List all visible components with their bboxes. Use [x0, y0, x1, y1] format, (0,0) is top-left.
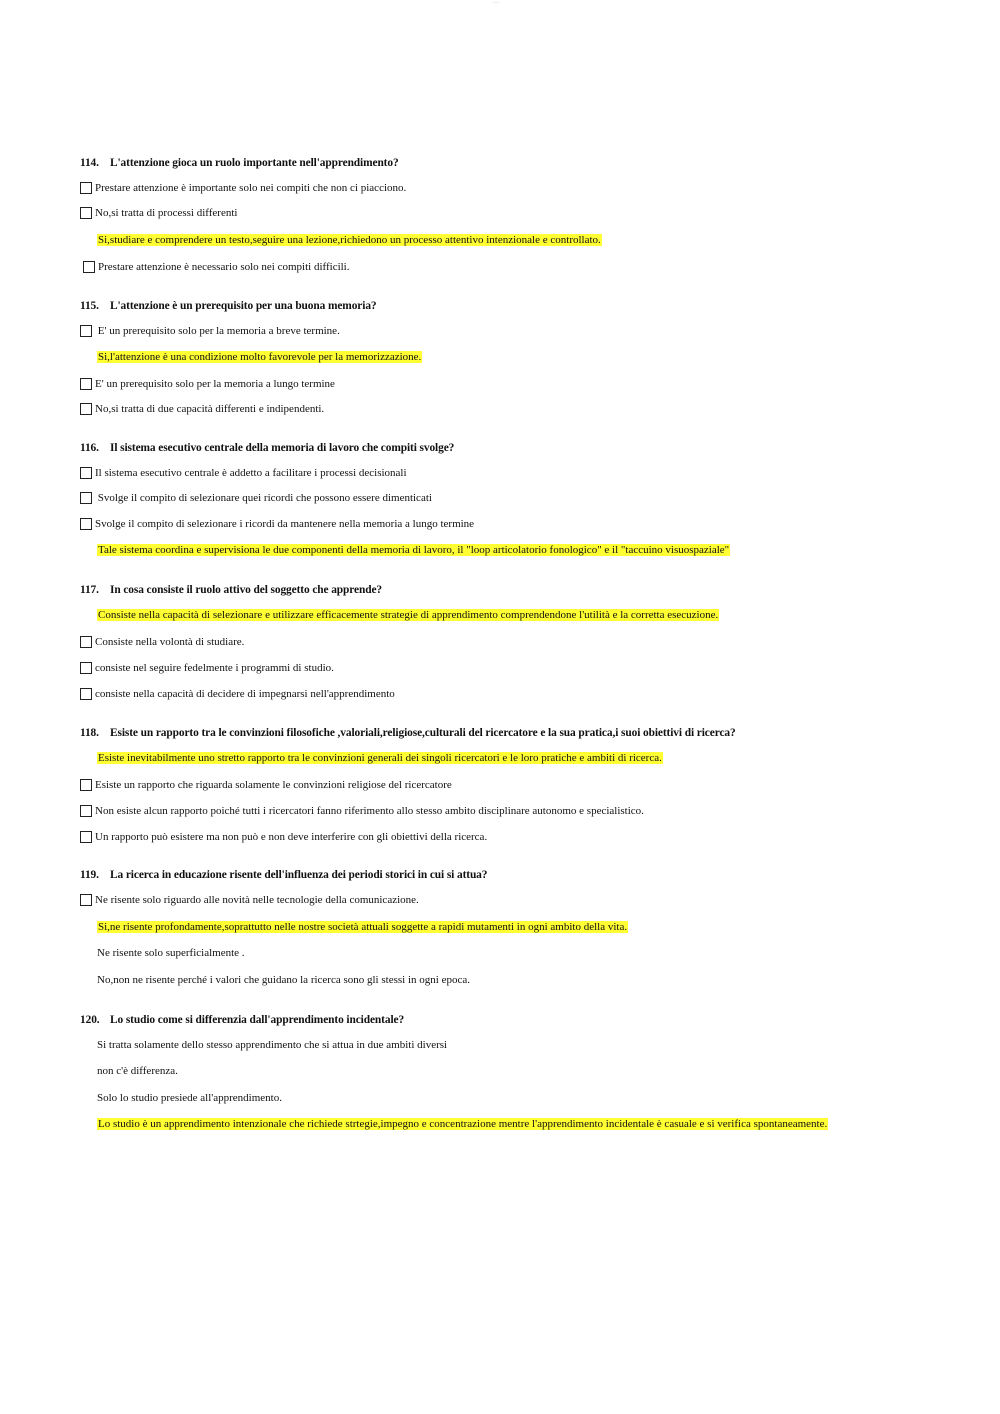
question-number: 120. [80, 1014, 100, 1026]
option-114-a[interactable] [80, 180, 406, 196]
question-text: La ricerca in educazione risente dell'influenza dei periodi storici in cui si attua? [110, 869, 488, 881]
option-116-c[interactable] [80, 516, 474, 532]
checkbox[interactable] [80, 182, 92, 194]
question-114 [80, 157, 399, 169]
checkbox[interactable] [80, 894, 92, 906]
question-120 [80, 1014, 404, 1026]
question-115 [80, 300, 377, 312]
question-number: 117. [80, 584, 99, 596]
highlighted-answer: Esiste inevitabilmente uno stretto rapporto tra le convinzioni generali dei singoli ricercatori e le loro pratiche e ambiti di ricerca. [98, 752, 662, 764]
option-120-c[interactable] [80, 1090, 282, 1106]
option-text: Svolge il compito di selezionare quei ricordi che possono essere dimenticati [97, 492, 432, 504]
option-120-b[interactable] [80, 1063, 178, 1079]
option-text: Un rapporto può esistere ma non può e non deve interferire con gli obiettivi della ricerca. [95, 831, 488, 843]
question-number: 114. [80, 157, 99, 169]
option-text: consiste nel seguire fedelmente i programmi di studio. [95, 662, 334, 674]
question-text: In cosa consiste il ruolo attivo del soggetto che apprende? [110, 584, 383, 596]
checkbox[interactable] [80, 207, 92, 219]
highlighted-answer: Si,l'attenzione è una condizione molto favorevole per la memorizzazione. [98, 351, 422, 363]
checkbox[interactable] [80, 403, 92, 415]
highlighted-answer: Si,ne risente profondamente,soprattutto nelle nostre società attuali soggette a rapidi mutamenti in ogni ambito della vita. [98, 921, 628, 933]
option-118-c[interactable] [80, 803, 644, 819]
checkbox[interactable] [80, 492, 92, 504]
option-text: Si tratta solamente dello stesso apprendimento che si attua in due ambiti diversi [97, 1039, 448, 1051]
question-text: L'attenzione è un prerequisito per una buona memoria? [110, 300, 377, 312]
option-117-d[interactable] [80, 686, 395, 702]
option-text: No,si tratta di processi differenti [95, 207, 238, 219]
option-text: Ne risente solo riguardo alle novità nelle tecnologie della comunicazione. [95, 894, 419, 906]
question-118 [80, 727, 736, 739]
option-text: Solo lo studio presiede all'apprendimento. [97, 1092, 282, 1104]
checkbox[interactable] [80, 518, 92, 530]
option-text: non c'è differenza. [97, 1065, 178, 1077]
checkbox[interactable] [80, 805, 92, 817]
question-number: 118. [80, 727, 99, 739]
question-number: 116. [80, 442, 99, 454]
option-119-b-correct[interactable] [80, 919, 628, 935]
question-text: Esiste un rapporto tra le convinzioni filosofiche ,valoriali,religiose,culturali del ricercatore e la sua pratica,i suoi obiettivi di ricerca? [110, 727, 736, 739]
option-text: E' un prerequisito solo per la memoria a breve termine. [97, 325, 340, 337]
checkbox[interactable] [83, 261, 95, 273]
option-115-d[interactable] [80, 401, 324, 417]
option-116-b[interactable] [80, 490, 432, 506]
highlighted-answer: Tale sistema coordina e supervisiona le due componenti della memoria di lavoro, il "loop articolatorio fonologico" e il "taccuino visuospaziale" [98, 544, 730, 556]
option-text: Il sistema esecutivo centrale è addetto a facilitare i processi decisionali [95, 467, 407, 479]
option-119-a[interactable] [80, 892, 419, 908]
option-text: Non esiste alcun rapporto poiché tutti i ricercatori fanno riferimento allo stesso ambito disciplinare autonomo e specialistico. [95, 805, 644, 817]
option-text: Ne risente solo superficialmente . [97, 947, 245, 959]
checkbox[interactable] [80, 831, 92, 843]
question-116 [80, 442, 454, 454]
page-header-mark: ........ [493, 0, 499, 4]
option-117-c[interactable] [80, 660, 334, 676]
option-text: Prestare attenzione è necessario solo nei compiti difficili. [98, 261, 350, 273]
question-number: 115. [80, 300, 99, 312]
option-114-c-correct[interactable] [80, 232, 602, 248]
question-119 [80, 869, 487, 881]
question-number: 119. [80, 869, 99, 881]
option-119-d[interactable] [80, 972, 470, 988]
option-115-b-correct[interactable] [80, 349, 422, 365]
option-117-a-correct[interactable] [80, 607, 719, 623]
option-text: No,non ne risente perché i valori che guidano la ricerca sono gli stessi in ogni epoca. [97, 974, 470, 986]
option-text: No,si tratta di due capacità differenti e indipendenti. [95, 403, 325, 415]
highlighted-answer: Consiste nella capacità di selezionare e utilizzare efficacemente strategie di apprendimento comprendendone l'utilità e la corretta esecuzione. [98, 609, 719, 621]
option-115-c[interactable] [80, 376, 335, 392]
question-text: L'attenzione gioca un ruolo importante nell'apprendimento? [110, 157, 399, 169]
question-117 [80, 584, 382, 596]
checkbox[interactable] [80, 688, 92, 700]
question-text: Il sistema esecutivo centrale della memoria di lavoro che compiti svolge? [110, 442, 455, 454]
checkbox[interactable] [80, 378, 92, 390]
option-120-a[interactable] [80, 1037, 447, 1053]
option-115-a[interactable] [80, 323, 340, 339]
option-114-d[interactable] [83, 259, 350, 275]
option-116-a[interactable] [80, 465, 407, 481]
option-118-b[interactable] [80, 777, 452, 793]
checkbox[interactable] [80, 325, 92, 337]
option-text: Svolge il compito di selezionare i ricordi da mantenere nella memoria a lungo termine [95, 518, 475, 530]
option-114-b[interactable] [80, 205, 237, 221]
option-text: Esiste un rapporto che riguarda solamente le convinzioni religiose del ricercatore [95, 779, 452, 791]
checkbox[interactable] [80, 636, 92, 648]
option-117-b[interactable] [80, 634, 244, 650]
highlighted-answer: Lo studio è un apprendimento intenzionale che richiede strtegie,impegno e concentrazione mentre l'apprendimento incidentale è casuale e si verifica spontaneamente. [98, 1118, 828, 1130]
highlighted-answer: Si,studiare e comprendere un testo,seguire una lezione,richiedono un processo attentivo intenzionale e controllato. [98, 234, 601, 246]
option-116-d-correct[interactable] [80, 542, 730, 558]
option-text: Consiste nella volontà di studiare. [95, 636, 245, 648]
option-120-d-correct[interactable] [80, 1116, 828, 1132]
option-text: E' un prerequisito solo per la memoria a lungo termine [95, 378, 335, 390]
option-text: Prestare attenzione è importante solo nei compiti che non ci piacciono. [95, 182, 407, 194]
checkbox[interactable] [80, 467, 92, 479]
option-text: consiste nella capacità di decidere di impegnarsi nell'apprendimento [95, 688, 395, 700]
checkbox[interactable] [80, 662, 92, 674]
option-118-d[interactable] [80, 829, 487, 845]
option-118-a-correct[interactable] [80, 750, 663, 766]
question-text: Lo studio come si differenzia dall'apprendimento incidentale? [110, 1014, 405, 1026]
checkbox[interactable] [80, 779, 92, 791]
option-119-c[interactable] [80, 945, 245, 961]
